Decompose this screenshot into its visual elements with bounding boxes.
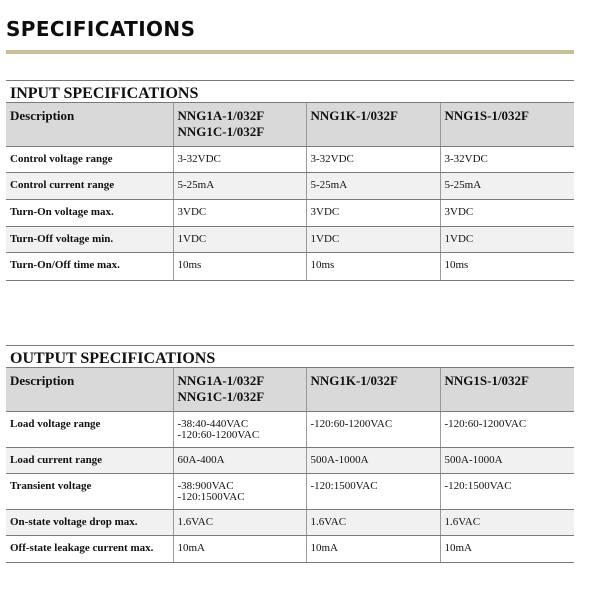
spec-value-cell bbox=[306, 200, 440, 227]
section-title: OUTPUT SPECIFICATIONS bbox=[6, 345, 574, 367]
header-description: Description bbox=[6, 368, 173, 412]
header-description: Description bbox=[6, 103, 173, 147]
spec-value: 10mA bbox=[444, 542, 472, 554]
spec-value: 3-32VDC bbox=[310, 153, 354, 165]
spec-value: 3VDC bbox=[444, 206, 474, 218]
spec-value-cell bbox=[173, 474, 306, 510]
row-label: Turn-Off voltage min. bbox=[6, 227, 173, 253]
spec-value: -120:60-1200VAC bbox=[310, 418, 393, 430]
row-label: Control voltage range bbox=[6, 147, 173, 173]
output-rows bbox=[6, 412, 574, 563]
spec-value: 5-25mA bbox=[177, 179, 215, 191]
table-row bbox=[6, 147, 574, 173]
table-row bbox=[6, 200, 574, 227]
spec-value-cell bbox=[440, 448, 574, 474]
spec-value: 500A-1000A bbox=[310, 454, 369, 466]
spec-value-cell bbox=[173, 510, 306, 536]
header-row bbox=[6, 103, 574, 147]
spec-value: 10ms bbox=[310, 259, 335, 271]
row-label: Transient voltage bbox=[6, 474, 173, 510]
spec-value-cell bbox=[173, 147, 306, 173]
spec-value-cell bbox=[173, 253, 306, 281]
row-label: Off-state leakage current max. bbox=[6, 536, 173, 563]
table-row bbox=[6, 448, 574, 474]
spec-value: -38:900VAC bbox=[177, 480, 234, 492]
page-title: SPECIFICATIONS bbox=[6, 17, 196, 41]
spec-value: 1VDC bbox=[177, 233, 207, 245]
spec-value-cell bbox=[173, 227, 306, 253]
spec-value: 1.6VAC bbox=[444, 516, 481, 528]
spec-value-cell bbox=[440, 200, 574, 227]
spec-value: -120:1500VAC bbox=[310, 480, 378, 492]
spec-value-cell bbox=[173, 412, 306, 448]
spec-value-cell bbox=[306, 536, 440, 563]
header-model-s: NNG1S-1/032F bbox=[440, 368, 574, 412]
header-model-a-c bbox=[173, 103, 306, 147]
row-label: Load voltage range bbox=[6, 412, 173, 448]
header-model-k: NNG1K-1/032F bbox=[306, 103, 440, 147]
spec-value: -120:1500VAC bbox=[177, 491, 245, 503]
spec-value: 5-25mA bbox=[444, 179, 482, 191]
spec-value: 1VDC bbox=[444, 233, 474, 245]
spec-value: 3VDC bbox=[310, 206, 340, 218]
input-rows bbox=[6, 147, 574, 281]
spec-value-cell bbox=[306, 474, 440, 510]
table-row bbox=[6, 227, 574, 253]
spec-value-cell bbox=[440, 173, 574, 200]
header-model-line: NNG1C-1/032F bbox=[177, 389, 265, 404]
header-model-line: NNG1A-1/032F bbox=[177, 108, 265, 123]
header-model-k: NNG1K-1/032F bbox=[306, 368, 440, 412]
header-model-line: NNG1C-1/032F bbox=[177, 124, 265, 139]
spec-value-cell bbox=[440, 412, 574, 448]
output-spec-table bbox=[6, 367, 574, 563]
input-spec-table bbox=[6, 102, 574, 281]
table-row bbox=[6, 253, 574, 281]
spec-value-cell bbox=[173, 173, 306, 200]
row-label: On-state voltage drop max. bbox=[6, 510, 173, 536]
input-specifications-section bbox=[6, 80, 574, 281]
spec-value-cell bbox=[306, 147, 440, 173]
spec-value-cell bbox=[440, 227, 574, 253]
spec-value: 10ms bbox=[444, 259, 469, 271]
title-rule bbox=[6, 50, 574, 54]
row-label: Turn-On voltage max. bbox=[6, 200, 173, 227]
header-model-s: NNG1S-1/032F bbox=[440, 103, 574, 147]
spec-value-cell bbox=[440, 510, 574, 536]
spec-value-cell bbox=[306, 448, 440, 474]
table-row bbox=[6, 173, 574, 200]
spec-value-cell bbox=[173, 536, 306, 563]
spec-value: 1VDC bbox=[310, 233, 340, 245]
row-label: Turn-On/Off time max. bbox=[6, 253, 173, 281]
spec-value: 1.6VAC bbox=[177, 516, 214, 528]
output-specifications-section bbox=[6, 345, 574, 563]
row-label: Control current range bbox=[6, 173, 173, 200]
header-model-a-c bbox=[173, 368, 306, 412]
spec-value: 10mA bbox=[177, 542, 205, 554]
spec-value-cell bbox=[440, 253, 574, 281]
row-label: Load current range bbox=[6, 448, 173, 474]
spec-value: -120:60-1200VAC bbox=[177, 429, 260, 441]
spec-value: -120:1500VAC bbox=[444, 480, 512, 492]
table-row bbox=[6, 536, 574, 563]
spec-value-cell bbox=[306, 412, 440, 448]
spec-value: 1.6VAC bbox=[310, 516, 347, 528]
spec-value: 3-32VDC bbox=[177, 153, 221, 165]
spec-value-cell bbox=[173, 448, 306, 474]
spec-value: 60A-400A bbox=[177, 454, 225, 466]
section-title: INPUT SPECIFICATIONS bbox=[6, 80, 574, 102]
table-row bbox=[6, 412, 574, 448]
spec-value: 500A-1000A bbox=[444, 454, 503, 466]
spec-value-cell bbox=[306, 253, 440, 281]
header-model-line: NNG1A-1/032F bbox=[177, 373, 265, 388]
spec-value: 3-32VDC bbox=[444, 153, 488, 165]
spec-value: 10mA bbox=[310, 542, 338, 554]
spec-value-cell bbox=[173, 200, 306, 227]
header-row bbox=[6, 368, 574, 412]
table-row bbox=[6, 510, 574, 536]
spec-value-cell bbox=[306, 227, 440, 253]
spec-value: -38:40-440VAC bbox=[177, 418, 249, 430]
spec-value-cell bbox=[306, 510, 440, 536]
spec-value-cell bbox=[440, 147, 574, 173]
spec-value: -120:60-1200VAC bbox=[444, 418, 527, 430]
spec-value: 5-25mA bbox=[310, 179, 348, 191]
spec-value-cell bbox=[440, 474, 574, 510]
table-row bbox=[6, 474, 574, 510]
spec-value: 3VDC bbox=[177, 206, 207, 218]
spec-value: 10ms bbox=[177, 259, 202, 271]
spec-value-cell bbox=[440, 536, 574, 563]
spec-value-cell bbox=[306, 173, 440, 200]
